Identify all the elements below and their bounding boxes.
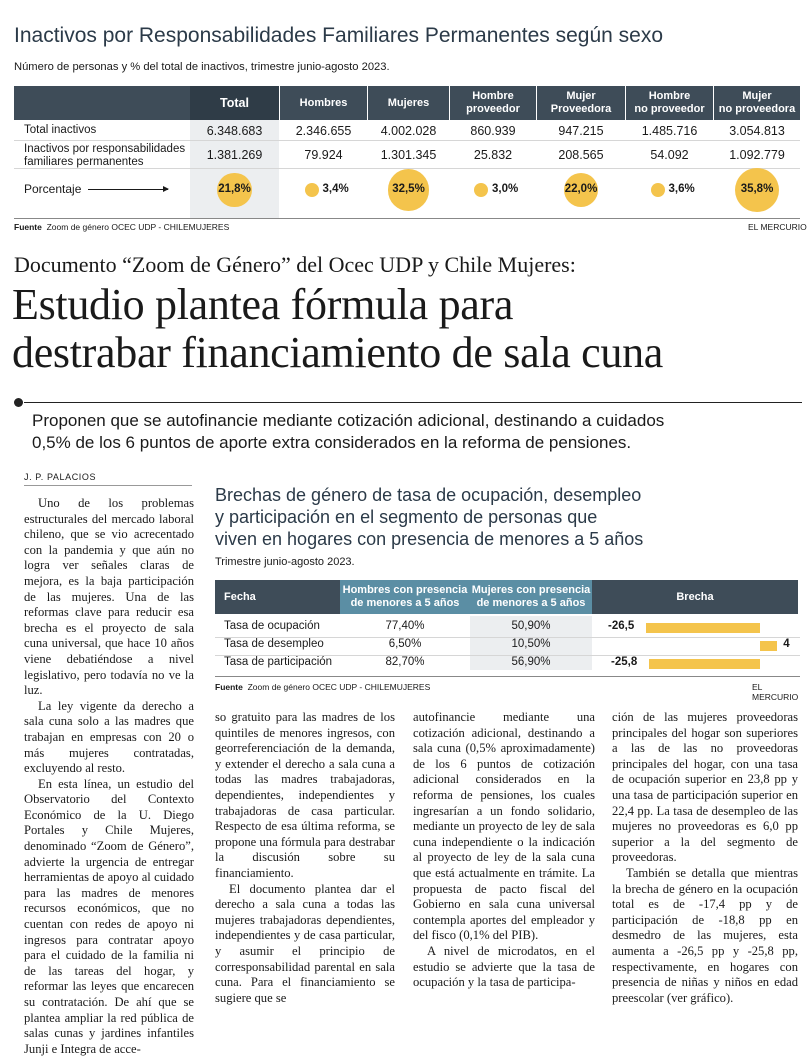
table-header-cell	[626, 86, 713, 120]
header-line: Mujer	[566, 90, 596, 103]
col-header-brecha: Brecha	[592, 580, 798, 614]
table-header-cell	[190, 86, 279, 120]
row-divider	[14, 140, 800, 141]
header-line: de menores a 5 años	[350, 597, 460, 609]
paragraph: A nivel de microdatos, en el estudio se advierte que la tasa de ocupación y la tasa de participa-	[413, 943, 595, 990]
row-label-line: familiares permanentes	[24, 155, 144, 168]
table-cell: 208.565	[558, 148, 604, 162]
table-cell: 1.381.269	[206, 148, 263, 162]
table-cell: 1.301.345	[380, 148, 437, 162]
percent-label: 32,5%	[392, 183, 425, 195]
row-label: Tasa de participación	[224, 656, 333, 668]
hombres-value: 82,70%	[385, 656, 425, 668]
source-text: Zoom de género OCEC UDP - CHILEMUJERES	[46, 222, 230, 232]
arrow-icon	[88, 189, 168, 190]
table-cell: 860.939	[470, 124, 516, 138]
header-line: Proveedora	[550, 103, 612, 115]
table-cell: 3.054.813	[729, 124, 785, 138]
headline-line: destrabar financiamiento de sala cuna	[12, 328, 664, 377]
chart-title-line: Brechas de género de tasa de ocupación, desempleo	[215, 485, 642, 505]
table-cell: 1.485.716	[641, 124, 698, 138]
table-cell: 947.215	[558, 124, 604, 138]
paragraph: ción de las mujeres proveedoras principales del hogar son superiores a las de las no proveedoras principales del hogar, con una tasa de ocupación superior en 23,8 pp y una tasa de participación superior en 22,4 pp. La tasa de desempleo de las mujeres no proveedoras es 6,0 pp superior a la del segmento de proveedoras.	[612, 710, 798, 865]
headline-line: Estudio plantea fórmula para	[12, 280, 514, 329]
brecha-bar	[649, 659, 760, 669]
header-line: proveedor	[466, 103, 520, 115]
chart-title-line: y participación en el segmento de personas que	[215, 507, 598, 527]
deck-line: 0,5% de los 6 puntos de aporte extra considerados en la reforma de pensiones.	[32, 433, 632, 452]
headline	[12, 281, 802, 377]
header-line: Total	[220, 95, 249, 110]
header-line: de menores a 5 años	[476, 597, 586, 609]
chart-title-line: viven en hogares con presencia de menores a 5 años	[215, 529, 644, 549]
brecha-bar	[646, 623, 760, 633]
header-line: Hombres	[299, 96, 348, 109]
infographic-subtitle: Número de personas y % del total de inactivos, trimestre junio-agosto 2023.	[14, 61, 390, 73]
table-cell: 6.348.683	[206, 124, 263, 138]
table-header-cell	[450, 86, 536, 120]
chart-subtitle: Trimestre junio-agosto 2023.	[215, 556, 355, 568]
bullet-dot	[14, 398, 23, 407]
paragraph: autofinancie mediante una cotización adicional, destinando a sala cuna (0,5% aproximadamente) de los 6 puntos de cotización adicional considerados en la reforma de pensiones, los cuales ingresarían a un fondo solidario, mediante un proyecto de ley de sala cuna independiente o la indicación al proyecto de ley de la sala cuna que está actualmente en trámite. La propuesta de pacto fiscal del Gobierno en sala cuna universal contempla aportes del empleador y del fisco (0,1% del PIB).	[413, 710, 595, 943]
kicker: Documento “Zoom de Género” del Ocec UDP y Chile Mujeres:	[14, 252, 576, 277]
header-line: Hombres con presencia	[342, 584, 468, 597]
byline: J. P. PALACIOS	[24, 472, 97, 482]
col-header-fecha: Fecha	[215, 580, 340, 614]
byline-rule	[24, 485, 192, 486]
header-line: Hombre	[648, 90, 691, 103]
table-header-cell	[537, 86, 625, 120]
mujeres-value: 50,90%	[511, 620, 551, 632]
header-line: Hombre	[472, 90, 514, 103]
headline-rule	[24, 402, 802, 403]
source-divider	[215, 676, 800, 677]
source-note	[14, 222, 229, 232]
percent-label: 35,8%	[740, 183, 774, 195]
table-cell: 1.092.779	[729, 148, 785, 162]
brecha-label: -25,8	[611, 656, 638, 668]
row-label: Tasa de desempleo	[224, 638, 324, 650]
paragraph: En esta línea, un estudio del Observatorio del Contexto Económico de la U. Diego Portales y Chile Mujeres, denominado “Zoom de Género”, advierte la urgencia de entregar herramientas de apoyo al cuidado para las madres de menores recursos económicos, que no cuentan con redes de apoyo ni ingresos para contratar apoyo para el cuidado de la familia ni de las tareas del hogar, y reformar las leyes que encarecen su contratación. De ahí que se plantea ampliar la red pública de salas cunas y jardines infantiles Junji e Integra de acce-	[24, 776, 194, 1056]
deck-line: Proponen que se autofinancie mediante cotización adicional, destinando a cuidados	[32, 411, 665, 430]
col-header-hombres	[340, 580, 470, 614]
table-cell: 79.924	[304, 148, 343, 162]
row-label-porcentaje: Porcentaje	[24, 182, 82, 196]
row-label-inactivos-responsabilidades	[24, 143, 185, 168]
brecha-label: -26,5	[608, 620, 635, 632]
table-header-cell	[714, 86, 800, 120]
header-line: Mujeres con presencia	[471, 584, 591, 597]
article-column-3	[413, 710, 595, 991]
percent-circle	[474, 183, 488, 197]
mujeres-value: 56,90%	[511, 656, 551, 668]
paragraph: También se detalla que mientras la brecha de género en la ocupación total es de -17,4 pp y de participación de -18,8 pp en desmedro de las mujeres, esta aumenta a -26,5 pp y -25,8 pp, respectivamente, en hogares con presencia de niñas y niños en edad preescolar (ver gráfico).	[612, 865, 798, 1005]
credit: EL MERCURIO	[748, 222, 807, 232]
percent-label: 3,4%	[322, 183, 349, 195]
percent-circle	[651, 183, 665, 197]
header-line: Mujeres	[387, 96, 430, 109]
brecha-label: 4	[783, 638, 790, 650]
article-column-4	[612, 710, 798, 1006]
row-label-total-inactivos: Total inactivos	[24, 124, 97, 136]
table-header-blank	[14, 86, 190, 120]
table-cell: 25.832	[473, 148, 513, 162]
table-header-cell	[280, 86, 367, 120]
source-text: Zoom de género OCEC UDP - CHILEMUJERES	[247, 682, 431, 692]
paragraph: so gratuito para las madres de los quintiles de menores ingresos, con georreferenciación de la demanda, y extender el derecho a sala cuna a todas las madres trabajadoras, dependientes, independientes y trabajadoras de casa particular. Respecto de esa última reforma, se propone una fórmula para destrabar la discusión sobre su financiamiento.	[215, 710, 395, 880]
table-header-cell	[368, 86, 449, 120]
paragraph: Uno de los problemas estructurales del mercado laboral chileno, que se vio acrecentado con la pandemia y que aún no logra ver señales claras de mejora, es la baja participación de las mujeres. Una de las reformas clave para reducir esa brecha es el proyecto de sala cuna universal, que hace 10 años viene debatiéndose a nivel legislativo, pero todavía no ve la luz.	[24, 496, 194, 698]
source-label: Fuente	[14, 222, 42, 232]
hombres-value: 77,40%	[385, 620, 425, 632]
percent-label: 3,0%	[492, 183, 519, 195]
paragraph: El documento plantea dar el derecho a sala cuna a todas las mujeres trabajadoras dependientes, independientes y de casa particular, y asumir el principio de corresponsabilidad parental en sala cuna. Para el financiamiento se sugiere que se	[215, 881, 395, 1005]
row-label-line: Inactivos por responsabilidades	[24, 143, 186, 155]
article-column-1	[24, 496, 194, 1057]
table-cell: 2.346.655	[295, 124, 352, 138]
source-label: Fuente	[215, 682, 243, 692]
table-cell: 54.092	[650, 148, 689, 162]
header-line: Mujer	[742, 90, 772, 103]
paragraph: La ley vigente da derecho a sala cuna solo a las madres que trabajan en empresas con 20 o más mujeres contratadas, excluyendo al resto.	[24, 698, 194, 776]
brecha-bar	[760, 641, 777, 651]
mujeres-value: 10,50%	[511, 638, 551, 650]
percent-label: 21,8%	[218, 183, 251, 195]
col-header-mujeres	[470, 580, 592, 614]
percent-label: 22,0%	[564, 183, 598, 195]
header-line: no proveedor	[634, 103, 705, 115]
infographic-title: Inactivos por Responsabilidades Familiares Permanentes según sexo	[14, 24, 664, 47]
row-label: Tasa de ocupación	[224, 620, 320, 632]
deck	[32, 410, 802, 454]
chart-title	[215, 484, 805, 550]
article-column-2	[215, 710, 395, 1006]
percent-circle	[305, 183, 319, 197]
header-line: no proveedora	[718, 103, 796, 115]
table-cell: 4.002.028	[380, 124, 437, 138]
hombres-value: 6,50%	[388, 638, 422, 650]
credit: EL MERCURIO	[752, 682, 799, 702]
percent-label: 3,6%	[668, 183, 695, 195]
source-divider	[14, 218, 800, 219]
source-note	[215, 682, 430, 692]
